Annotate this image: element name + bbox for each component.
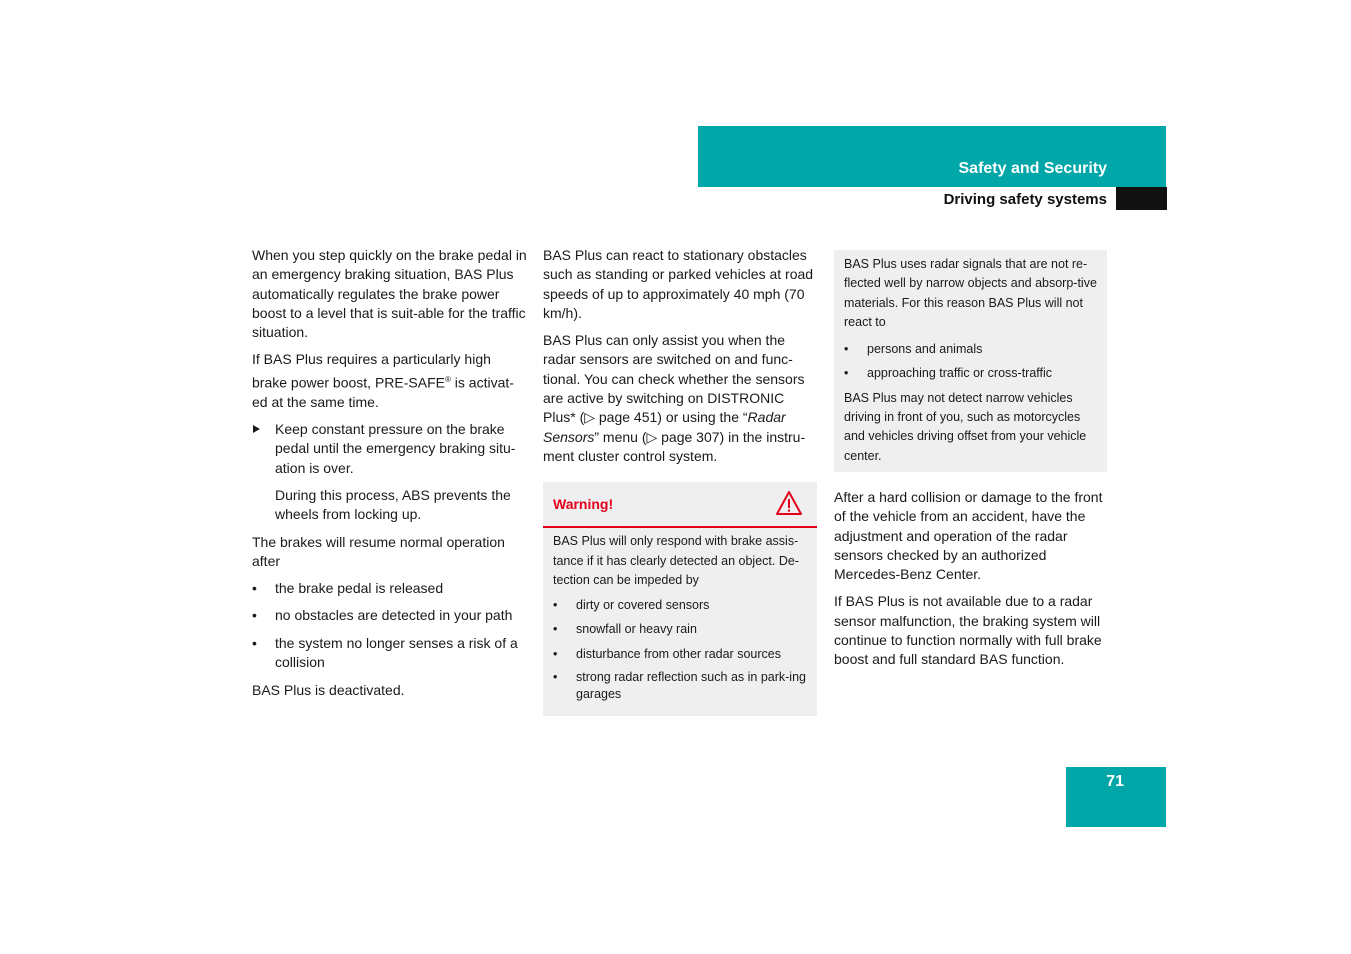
list-item: • snowfall or heavy rain bbox=[553, 620, 807, 640]
paragraph: After a hard collision or damage to the front of the vehicle from an accident, have the adjustment and operation of the radar sensors checked by an authorized Mercedes-Benz Center. bbox=[834, 488, 1103, 583]
bullet-icon: • bbox=[844, 366, 849, 381]
warning-box bbox=[543, 482, 817, 716]
subsection-title: Driving safety systems bbox=[943, 191, 1107, 208]
note-text: BAS Plus may not detect narrow vehicles driving in front of you, such as motorcycles and vehicles driving offset from your vehicle center. bbox=[844, 390, 1087, 463]
bullet-icon: • bbox=[252, 580, 257, 597]
paragraph: BAS Plus can only assist you when the radar sensors are switched on and func-tional. You can check whether the sensors are active by switching on DISTRONIC Plus* (▷ page 451) or using the “Radar Sensors” menu (▷ page 307) in the instru-ment cluster control system. bbox=[543, 332, 806, 464]
bullet-icon: • bbox=[252, 607, 257, 624]
column-right bbox=[834, 250, 1107, 678]
bullet-icon: • bbox=[252, 634, 257, 651]
list-item: • the brake pedal is released bbox=[252, 579, 528, 598]
bullet-icon: • bbox=[553, 622, 558, 637]
arrow-right-icon bbox=[253, 425, 260, 433]
list-item: • dirty or covered sensors bbox=[553, 596, 807, 616]
warning-label: Warning! bbox=[553, 496, 614, 513]
paragraph: The brakes will resume normal operation after bbox=[252, 533, 505, 569]
list-item: • persons and animals bbox=[844, 340, 1097, 359]
list-item: • the system no longer senses a risk of a collision bbox=[252, 634, 518, 670]
paragraph: When you step quickly on the brake pedal in an emergency braking situation, BAS Plus automatically regulates the brake power boost to a level that is suit-able for the traffic situation. bbox=[252, 247, 527, 341]
column-left bbox=[252, 246, 528, 709]
warning-triangle-icon bbox=[775, 490, 803, 516]
paragraph: If BAS Plus is not available due to a radar sensor malfunction, the braking system will continue to function normally with full brake boost and full standard BAS function. bbox=[834, 593, 1102, 668]
note-box bbox=[834, 250, 1107, 472]
paragraph: If BAS Plus requires a particularly high brake power boost, PRE-SAFE® is activat-ed at the same time. bbox=[252, 351, 514, 410]
action-note: During this process, ABS prevents the wheels from locking up. bbox=[275, 486, 511, 523]
list-item: • no obstacles are detected in your path bbox=[252, 606, 528, 625]
bullet-icon: • bbox=[844, 342, 849, 357]
paragraph: BAS Plus is deactivated. bbox=[252, 682, 405, 699]
paragraph: BAS Plus can react to stationary obstacles such as standing or parked vehicles at road speeds of up to approximately 40 mph (70 km/h). bbox=[543, 247, 814, 321]
page-number: 71 bbox=[1106, 773, 1124, 790]
warning-body bbox=[543, 528, 817, 716]
list-item: • disturbance from other radar sources bbox=[553, 645, 807, 665]
warning-text: BAS Plus will only respond with brake assis-tance if it has clearly detected an object. De-tection can be impeded by bbox=[553, 534, 799, 588]
bullet-icon: • bbox=[553, 670, 558, 685]
section-tab-marker bbox=[1116, 187, 1167, 210]
note-text: BAS Plus uses radar signals that are not re-flected well by narrow objects and absorp-tive materials. For this reason BAS Plus will not react to bbox=[844, 257, 1097, 329]
section-title: Safety and Security bbox=[958, 160, 1107, 177]
bullet-icon: • bbox=[553, 646, 558, 661]
list-item: • strong radar reflection such as in park-ing garages bbox=[553, 670, 806, 702]
column-middle bbox=[543, 246, 817, 716]
action-step: Keep constant pressure on the brake pedal until the emergency braking situ-ation is over. bbox=[252, 420, 528, 478]
warning-header bbox=[543, 482, 817, 528]
list-item: • approaching traffic or cross-traffic bbox=[844, 364, 1097, 383]
bullet-icon: • bbox=[553, 597, 558, 612]
